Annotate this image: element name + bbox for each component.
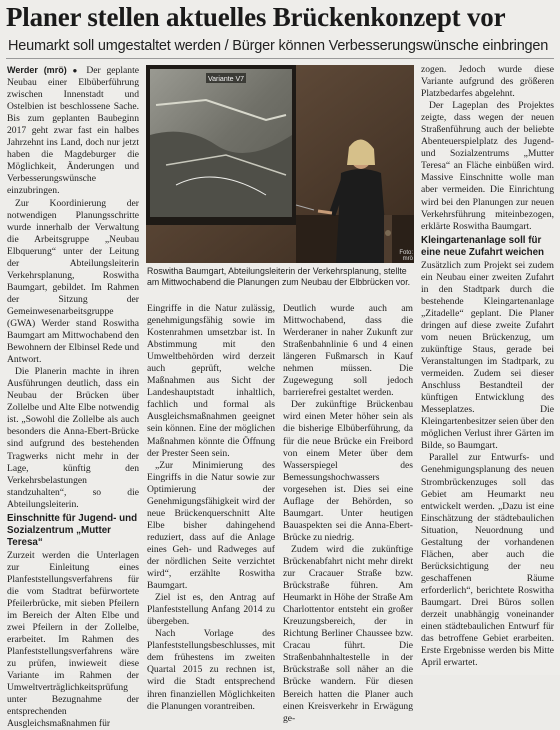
intro-paragraph bbox=[7, 64, 139, 198]
paragraph: Parallel zur Entwurfs- und Genehmigungsplanung des neuen Strombrückenzuges soll das Gebiet am Heumarkt neu entwickelt werden. „Dazu ist eine Einschätzung der städtebaulichen Situation, Neuordnung und Gestaltung der vorhandenen Flächen, aber auch die Berücksichtigung der neu geschaffenen Räume erforderlich“, berichtete Roswitha Baumgart. Drei Büros sollen derzeit unabhängig voneinander einen städtebaulichen Entwurf für das betroffene Gebiet erarbeiten. Erste Ergebnisse werden bis Mitte April erwartet. bbox=[421, 452, 554, 669]
paragraph: Die Planerin machte in ihren Ausführungen deutlich, dass ein Neubau der Brücken über Zollelbe und Alte Elbe notwendig ist. „Sowohl die Zollelbe als auch besonders die Anna-Ebert-Brücke sind aufgrund des bestehenden Tragwerks nicht mehr in der Lage, künftig den Verkehrsbelastungen standzuhalten“, so die Abteilungsleiterin. bbox=[7, 366, 139, 510]
photo-illustration bbox=[146, 65, 414, 263]
paragraph: Zudem wird die zukünftige Brückenabfahrt nicht mehr direkt zur Cracauer Straße bzw. Brückstraße führen. Am Heumarkt in Höhe der Straße Am Charlottentor entsteht ein großer Kreuzungsbereich, der in Richtung Berliner Chaussee bzw. Cracau führt. Die Straßenbahnhaltestelle in der Brückstraße soll näher an die Brücke wandern. Für diesen Bereich hatten die Planer auch einen Kreisverkehr in Erwägung ge- bbox=[283, 543, 413, 724]
article-column-4 bbox=[421, 64, 554, 672]
article-column-1 bbox=[7, 64, 139, 730]
paragraph: Zurzeit werden die Unterlagen zur Einleitung eines Planfeststellungsverfahrens für die vom Stadtrat befürwortete Pfeilerbrücke, mit sieben Pfeilern im Bereich der Alten Elbe und zwei Pfeilern in der Zollelbe, erarbeitet. Im Rahmen des Planfeststellungsverfahrens wäre zu prüfen, inwieweit diese Variante im Rahmen der Umweltverträglichkeitsprüfung unter Bezugnahme der entsprechenden Ausgleichsmaßnahmen für bbox=[7, 549, 139, 730]
dateline: Werder (mrö) bbox=[7, 65, 67, 75]
section-heading: Einschnitte für Jugend- und Sozialzentrum „Mutter Teresa“ bbox=[7, 512, 138, 548]
article-column-3 bbox=[283, 303, 413, 724]
article-headline: Planer stellen aktuelles Brückenkonzept vor bbox=[6, 2, 506, 32]
paragraph: Ziel ist es, den Antrag auf Planfeststellung Anfang 2014 zu übergeben. bbox=[147, 592, 275, 628]
paragraph: Nach Vorlage des Planfeststellungsbeschlusses, mit dem frühestens im zweiten Quartal 2015 zu rechnen ist, wird die Stadt entsprechend ihren finanziellen Möglichkeiten die Planungen vorantreiben. bbox=[147, 628, 275, 712]
paragraph: zogen. Jedoch wurde diese Variante aufgrund des größeren Platzbedarfes abgelehnt. bbox=[421, 64, 554, 100]
article-column-2 bbox=[147, 303, 275, 712]
section-heading: Kleingartenanlage soll für eine neue Zufahrt weichen bbox=[421, 234, 545, 258]
photo-credit: Foto: mrö bbox=[399, 250, 413, 262]
article-subheadline: Heumarkt soll umgestaltet werden / Bürger können Verbesserungswünsche einbringen bbox=[8, 38, 549, 54]
bullet-icon: ● bbox=[72, 66, 81, 75]
slide-label: Variante V7 bbox=[208, 76, 245, 83]
article-photo bbox=[146, 65, 414, 263]
paragraph: Deutlich wurde auch am Mittwochabend, dass die Werderaner in naher Zukunft zur Straßenbahnlinie 6 und 4 einen längeren Fußmarsch in Kauf nehmen müssen. Die Zugewegung soll jedoch barrierefrei gestaltet werden. bbox=[283, 303, 413, 399]
paragraph: Zur Koordinierung der notwendigen Planungsschritte wurde innerhalb der Verwaltung die Arbeitsgruppe „Neubau Elbquerung“ unter der Leitung der Abteilungsleiterin Verkehrsplanung, Roswitha Baumgart, gebildet. Im Rahmen der Sitzung der Gemeinwesenarbeitsgruppe (GWA) Werder stand Roswitha Baumgart am Mittwochabend den Bewohnern der Elbinsel Rede und Antwort. bbox=[7, 197, 139, 366]
photo-caption: Roswitha Baumgart, Abteilungsleiterin der Verkehrsplanung, stellte am Mittwochabend die Planungen zum Neubau der Elbbrücken vor. bbox=[147, 266, 411, 287]
paragraph: Eingriffe in die Natur zulässig, genehmigungsfähig sowie im Kostenrahmen umsetzbar ist. In Abstimmung mit den Umweltbehörden wird derzeit auch geprüft, welche Maßnahmen aus Sicht der Landeshauptstadt inhaltlich, fachlich und formal als Ausgleichsmaßnahmen geeignet sein können. Eine der möglichen Maßnahmen könnte die Öffnung der Prester Seen sein. bbox=[147, 303, 275, 459]
paragraph: Zusätzlich zum Projekt sei zudem ein Neubau einer zweiten Zufahrt in den Stadtpark durch die bestehende Kleingartenanlage „Zitadelle“ geplant. Die Planer dringen auf diese zweite Zufahrt vom neuen Brückenzug, um zukünftige Staus, gerade bei Veranstaltungen im Stadtpark, zu vermeiden. Zudem sei dieser Anschluss Bestandteil der künftigen Entwicklung des Messeplatzes. Die Kleingartenbesitzer seien über den möglichen Verlust ihrer Gärten im Bilde, so Baumgart. bbox=[421, 259, 554, 452]
intro-text: Der geplante Neubau einer Elbüberführung zwischen Innenstadt und Ostelbien ist beschlossene Sache. Bis zum geplanten Baubeginn 2017 geht zwar fast ein halbes Jahrzehnt ins Land, doch nur jetzt haben die Magdeburger die Möglichkeit, Änderungen und Verbesserungswünsche einzubringen. bbox=[7, 65, 139, 197]
paragraph: Der zukünftige Brückenbau wird einen Meter höher sein als die bisherige Elbüberführung, da für die neue Brücke ein Freibord von einem Meter über dem Wasserspiegel des Bemessungshochwassers vorgesehen ist. Dies sei eine Auflage der Behörden, so Baumgart. Unter heutigen Bauaspekten sei die Anna-Ebert-Brücke zu niedrig. bbox=[283, 399, 413, 543]
paragraph: Der Lageplan des Projektes zeigte, dass wegen der neuen Straßenführung auch der beliebte Abenteuerspielplatz des Jugend- und Sozialzentrums „Mutter Teresa“ an Fläche einbüßen wird. Massive Einschnitte wolle man aber vermeiden. Die Einrichtung wird bei den Planungen zur neuen Verkehrsführung miteinbezogen, erklärte Roswitha Baumgart. bbox=[421, 100, 554, 232]
headline-divider bbox=[6, 58, 554, 59]
paragraph: „Zur Minimierung des Eingriffs in die Natur sowie zur Optimierung der Genehmigungsfähigkeit wird der neue Brückenquerschnitt Alte Elbe bisher dahingehend reduziert, dass auf die Anlage eines Geh- und Radweges auf der nördlichen Seite verzichtet wird“, erzählte Roswitha Baumgart. bbox=[147, 459, 275, 592]
